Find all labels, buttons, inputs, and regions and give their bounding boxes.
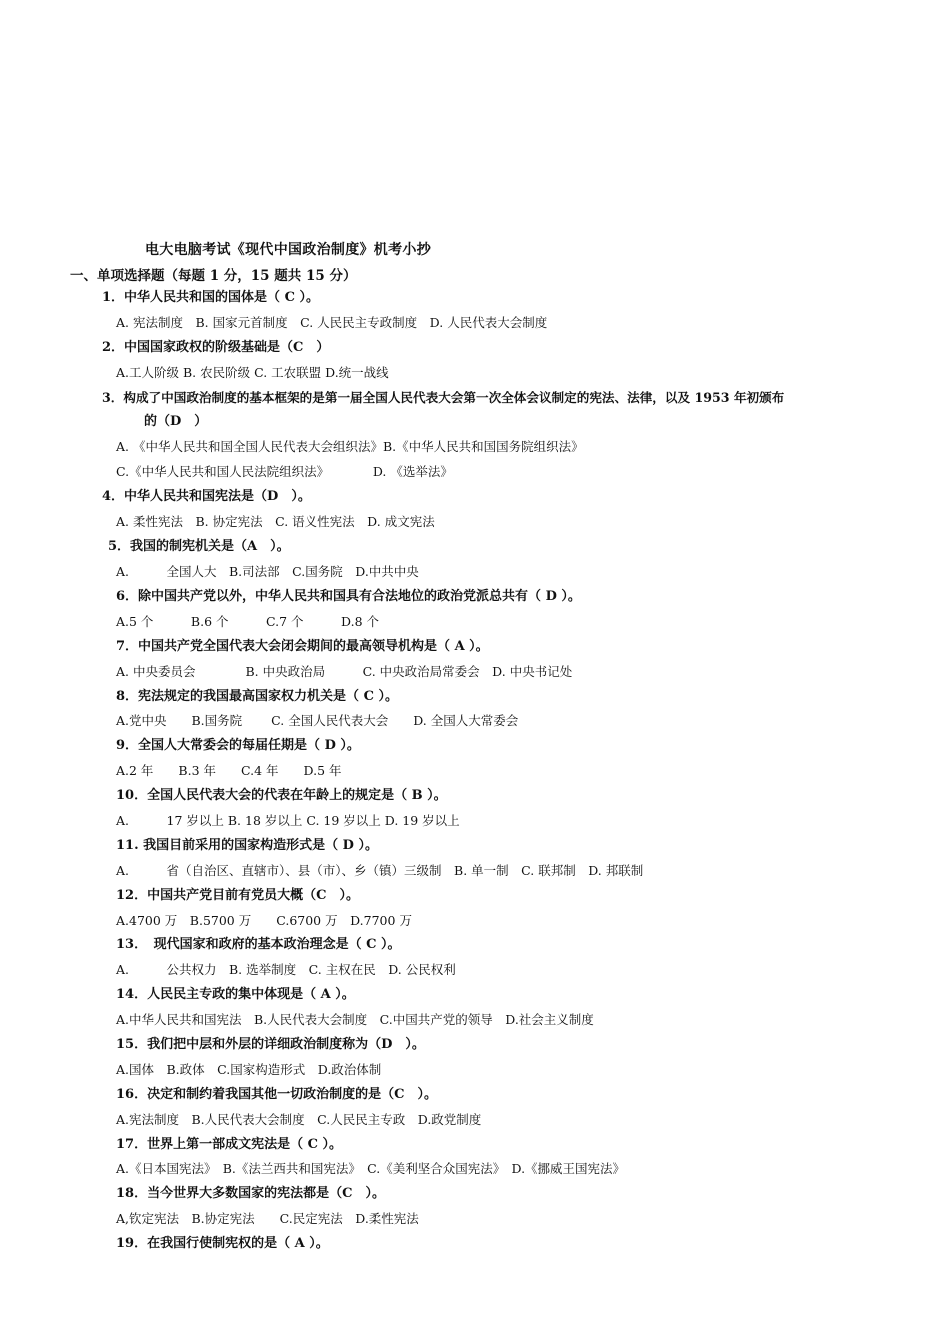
question-2-text: 2．中国国家政权的阶级基础是（C ）	[102, 340, 330, 355]
question-12-text: 12．中国共产党目前有党员大概（C ）。	[116, 888, 359, 903]
question-11-options: A. 省（自治区、直辖市）、县（市）、乡（镇）三级制 B. 单一制 C. 联邦制 D. 邦联制	[116, 863, 644, 878]
question-8-options: A.党中央 B.国务院 C. 全国人民代表大会 D. 全国人大常委会	[116, 713, 519, 728]
question-18-text: 18．当今世界大多数国家的宪法都是（C ）。	[116, 1186, 385, 1201]
question-14-text: 14．人民民主专政的集中体现是（ A ）。	[116, 987, 355, 1002]
section-heading: 一、单项选择题（每题 1 分，15 题共 15 分）	[70, 268, 357, 284]
question-3-options-c: C.《中华人民共和国人民法院组织法》 D. 《选举法》	[116, 464, 453, 479]
question-3-options-a: A. 《中华人民共和国全国人民代表大会组织法》B.《中华人民共和国国务院组织法》	[116, 439, 584, 454]
question-17-text: 17．世界上第一部成文宪法是（ C ）。	[116, 1137, 342, 1152]
question-10-text: 10．全国人民代表大会的代表在年龄上的规定是（ B ）。	[116, 788, 447, 803]
question-15-options: A.国体 B.政体 C.国家构造形式 D.政治体制	[116, 1062, 382, 1077]
question-13-text: 13． 现代国家和政府的基本政治理念是（ C ）。	[116, 937, 401, 952]
question-6-text: 6．除中国共产党以外，中华人民共和国具有合法地位的政治党派总共有（ D ）。	[116, 589, 581, 604]
question-15-text: 15．我们把中层和外层的详细政治制度称为（D ）。	[116, 1037, 425, 1052]
question-5-options: A. 全国人大 B.司法部 C.国务院 D.中共中央	[116, 564, 419, 579]
question-11-text: 11. 我国目前采用的国家构造形式是（ D ）。	[116, 838, 378, 853]
question-8-text: 8．宪法规定的我国最高国家权力机关是（ C ）。	[116, 689, 398, 704]
question-14-options: A.中华人民共和国宪法 B.人民代表大会制度 C.中国共产党的领导 D.社会主义制度	[116, 1012, 594, 1027]
question-5-text: 5．我国的制宪机关是（A ）。	[108, 539, 290, 554]
question-16-text: 16．决定和制约着我国其他一切政治制度的是（C ）。	[116, 1087, 437, 1102]
question-4-text: 4．中华人民共和国宪法是（D ）。	[102, 489, 311, 504]
question-10-options: A. 17 岁以上 B. 18 岁以上 C. 19 岁以上 D. 19 岁以上	[116, 813, 460, 828]
question-12-options: A.4700 万 B.5700 万 C.6700 万 D.7700 万	[116, 913, 412, 928]
question-16-options: A.宪法制度 B.人民代表大会制度 C.人民民主专政 D.政党制度	[116, 1112, 482, 1127]
question-13-options: A. 公共权力 B. 选举制度 C. 主权在民 D. 公民权利	[116, 962, 456, 977]
question-7-options: A. 中央委员会 B. 中央政治局 C. 中央政治局常委会 D. 中央书记处	[116, 664, 573, 679]
document-title: 电大电脑考试《现代中国政治制度》机考小抄	[145, 242, 431, 258]
question-9-options: A.2 年 B.3 年 C.4 年 D.5 年	[116, 763, 342, 778]
question-19-text: 19．在我国行使制宪权的是（ A ）。	[116, 1236, 329, 1251]
question-9-text: 9．全国人大常委会的每届任期是（ D ）。	[116, 738, 360, 753]
question-3-text: 3．构成了中国政治制度的基本框架的是第一届全国人民代表大会第一次全体会议制定的宪法、法律，以及 1953 年初颁布	[102, 390, 785, 405]
question-4-options: A. 柔性宪法 B. 协定宪法 C. 语义性宪法 D. 成文宪法	[116, 514, 435, 529]
question-17-options: A.《日本国宪法》 B.《法兰西共和国宪法》 C.《美利坚合众国宪法》 D.《挪威王国宪法》	[116, 1161, 626, 1176]
question-3-text-cont: 的（D ）	[144, 414, 208, 429]
question-18-options: A,钦定宪法 B.协定宪法 C.民定宪法 D.柔性宪法	[116, 1211, 419, 1226]
question-1-options: A. 宪法制度 B. 国家元首制度 C. 人民民主专政制度 D. 人民代表大会制度	[116, 315, 548, 330]
question-6-options: A.5 个 B.6 个 C.7 个 D.8 个	[116, 614, 380, 629]
question-2-options: A.工人阶级 B. 农民阶级 C. 工农联盟 D.统一战线	[116, 365, 389, 380]
question-1-text: 1．中华人民共和国的国体是（ C ）。	[102, 290, 319, 305]
question-7-text: 7．中国共产党全国代表大会闭会期间的最高领导机构是（ A ）。	[116, 639, 489, 654]
